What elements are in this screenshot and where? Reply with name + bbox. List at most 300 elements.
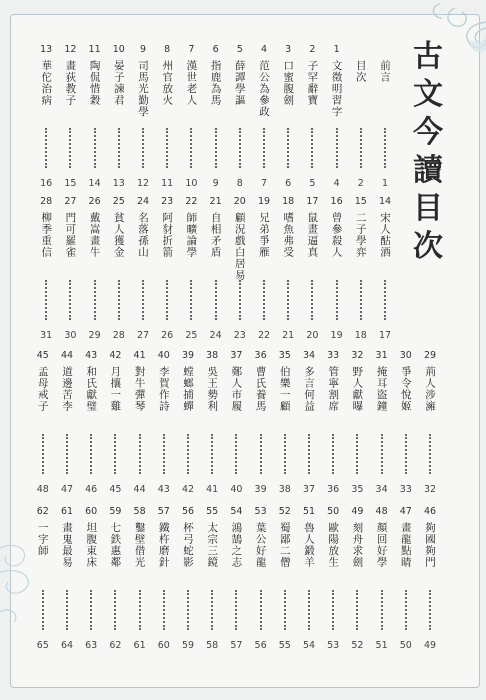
entry-title: 荊人涉澭	[424, 366, 436, 412]
page-number: 14	[88, 178, 101, 189]
entry-title: 名落孫山	[137, 212, 149, 258]
toc-entry[interactable]	[300, 194, 326, 344]
dot-leader	[360, 280, 362, 320]
entry-number: 31	[375, 350, 388, 361]
page-number: 41	[206, 484, 219, 495]
entry-number: 20	[233, 196, 246, 207]
page-number: 12	[136, 178, 150, 189]
page-number: 39	[254, 484, 267, 495]
toc-entry[interactable]	[370, 504, 396, 654]
dot-leader	[190, 128, 192, 168]
page-number: 53	[327, 640, 340, 651]
entry-number: 9	[139, 44, 147, 55]
entry-title: 鐵杵磨針	[157, 522, 170, 568]
dot-leader	[287, 280, 289, 320]
dot-leader	[66, 590, 68, 630]
page-number: 64	[60, 640, 74, 651]
page-number: 62	[109, 640, 122, 651]
entry-title: 陶侃惜穀	[88, 60, 101, 106]
title-char: 古	[413, 39, 443, 74]
page-number: 40	[230, 484, 243, 495]
page-number: 47	[60, 484, 74, 495]
entry-title: 鴻鵠之志	[230, 522, 243, 568]
toc-entry[interactable]	[300, 42, 326, 192]
entry-number: 32	[351, 350, 364, 361]
entry-title: 戴嵩畫牛	[88, 212, 101, 258]
dot-leader	[139, 434, 141, 474]
entry-title: 鼠畫逼真	[306, 212, 319, 258]
entry-title: 多言何益	[303, 366, 315, 412]
dot-leader	[405, 434, 407, 474]
toc-entry[interactable]	[224, 504, 250, 654]
toc-entry[interactable]	[418, 348, 444, 498]
entry-number: 17	[306, 196, 319, 207]
page-number: 11	[161, 178, 174, 189]
title-char: 讀	[413, 153, 443, 188]
page-number: 36	[327, 484, 340, 495]
entry-number: 41	[133, 350, 146, 361]
toc-entry[interactable]	[155, 42, 181, 192]
page-number: 45	[109, 484, 122, 495]
toc-entry[interactable]	[276, 194, 302, 344]
page-number: 13	[112, 178, 125, 189]
entry-title: 夠國夠門	[424, 522, 436, 568]
page-title	[408, 38, 448, 266]
entry-number: 21	[209, 196, 222, 207]
dot-leader	[356, 434, 358, 474]
entry-number: 18	[282, 196, 295, 207]
entry-number: 34	[302, 350, 316, 361]
page-number: 19	[330, 330, 343, 341]
page-number: 25	[185, 330, 198, 341]
entry-title: 蜀鄙二僧	[278, 522, 291, 568]
entry-title: 阿豺折箭	[161, 212, 174, 258]
toc-entry[interactable]	[200, 348, 226, 498]
entry-title: 口蜜腹劍	[282, 60, 295, 106]
entry-title: 太宗三鏡	[206, 522, 219, 568]
dot-leader	[260, 590, 262, 630]
toc-entry[interactable]	[176, 348, 202, 498]
page-number: 10	[185, 178, 198, 189]
page-number: 9	[212, 178, 219, 189]
dot-leader	[142, 128, 144, 168]
entry-title: 司馬光勤學	[137, 60, 149, 118]
dot-leader	[384, 280, 386, 320]
page-number: 63	[85, 640, 98, 651]
entry-number: 30	[399, 350, 412, 361]
entry-number: 46	[423, 506, 437, 517]
dot-leader	[311, 280, 313, 320]
page-number: 23	[233, 330, 246, 341]
dot-leader	[235, 434, 237, 474]
entry-title: 顧況戲白居易	[233, 212, 246, 281]
page-number: 26	[161, 330, 174, 341]
toc-entry[interactable]	[31, 348, 57, 498]
page-number: 52	[351, 640, 364, 651]
entry-title: 掩耳盜鐘	[375, 366, 388, 412]
dot-leader	[284, 434, 286, 474]
page-number: 29	[88, 330, 101, 341]
entry-number: 35	[278, 350, 291, 361]
entry-title: 指鹿為馬	[209, 60, 222, 106]
toc-entry[interactable]	[83, 194, 109, 344]
dot-leader	[356, 590, 358, 630]
entry-title: 杯弓蛇影	[182, 522, 194, 568]
toc-entry[interactable]	[370, 348, 396, 498]
dot-leader	[287, 128, 289, 168]
entry-title: 華佗治病	[40, 60, 53, 106]
page-number: 24	[209, 330, 222, 341]
toc-entry[interactable]	[103, 504, 129, 654]
entry-title: 坦腹東床	[85, 522, 98, 568]
title-char: 目	[413, 191, 443, 226]
entry-title: 畫龍點睛	[399, 522, 412, 568]
dot-leader	[429, 590, 431, 630]
title-char: 文	[413, 77, 443, 112]
entry-title: 二子學弈	[354, 212, 367, 258]
toc-entry[interactable]	[152, 504, 178, 654]
toc-entry[interactable]	[249, 504, 275, 654]
dot-leader	[215, 128, 217, 168]
dot-leader	[332, 434, 334, 474]
toc-entry[interactable]	[273, 504, 299, 654]
toc-entry[interactable]	[373, 42, 399, 192]
dot-leader	[166, 128, 168, 168]
entry-number: 27	[64, 196, 77, 207]
dot-leader	[239, 280, 241, 320]
toc-entry[interactable]	[252, 42, 278, 192]
toc-entry[interactable]	[249, 348, 275, 498]
entry-title: 李賀作詩	[157, 366, 170, 412]
toc-entry[interactable]	[321, 504, 347, 654]
entry-title: 鄭人市履	[230, 366, 243, 412]
entry-title: 范公為參政	[258, 60, 270, 118]
entry-number: 62	[36, 506, 49, 517]
toc-entry[interactable]	[79, 504, 105, 654]
toc-entry[interactable]	[179, 42, 205, 192]
entry-number: 52	[278, 506, 291, 517]
dot-leader	[215, 280, 217, 320]
entry-number: 59	[109, 506, 122, 517]
toc-entry[interactable]	[103, 348, 129, 498]
dot-leader	[69, 128, 71, 168]
entry-number: 45	[36, 350, 49, 361]
page-number: 42	[181, 484, 195, 495]
entry-title: 魯人鍛羊	[303, 522, 315, 568]
dot-leader	[190, 280, 192, 320]
entry-title: 一字師	[36, 522, 49, 557]
dot-leader	[263, 280, 265, 320]
toc-entry[interactable]	[228, 194, 254, 344]
dot-leader	[311, 128, 313, 168]
dot-leader	[69, 280, 71, 320]
dot-leader	[166, 280, 168, 320]
dot-leader	[42, 590, 44, 630]
page-number: 28	[112, 330, 125, 341]
page-number: 58	[206, 640, 219, 651]
entry-title: 歐陽放生	[327, 522, 340, 568]
page-number: 55	[278, 640, 291, 651]
page-number: 15	[64, 178, 77, 189]
dot-leader	[336, 280, 338, 320]
dot-leader	[263, 128, 265, 168]
toc-entry[interactable]	[83, 42, 109, 192]
dot-leader	[187, 434, 189, 474]
entry-number: 42	[109, 350, 122, 361]
toc-entry[interactable]	[152, 348, 178, 498]
dot-leader	[114, 590, 116, 630]
page-number: 16	[40, 178, 53, 189]
entry-title: 葉公好龍	[254, 522, 267, 568]
toc-entry[interactable]	[349, 42, 375, 192]
dot-leader	[139, 590, 141, 630]
toc-entry[interactable]	[179, 194, 205, 344]
entry-title: 兄弟爭雁	[258, 212, 270, 258]
entry-title: 晏子諫君	[112, 60, 125, 106]
toc-entry[interactable]	[349, 194, 375, 344]
toc-entry[interactable]	[107, 194, 133, 344]
entry-number: 53	[254, 506, 267, 517]
page-number: 50	[399, 640, 412, 651]
entry-number: 61	[60, 506, 74, 517]
page-number: 7	[260, 178, 268, 189]
entry-title: 門可羅雀	[64, 212, 77, 258]
dot-leader	[308, 434, 310, 474]
entry-number: 12	[64, 44, 77, 55]
toc-entry[interactable]	[155, 194, 181, 344]
entry-title: 畫荻教子	[64, 60, 77, 106]
toc-entry[interactable]	[176, 504, 202, 654]
entry-number: 4	[260, 44, 268, 55]
entry-number: 58	[133, 506, 146, 517]
page-number: 31	[40, 330, 53, 341]
page-number: 8	[236, 178, 243, 189]
dot-leader	[381, 590, 383, 630]
page-number: 46	[85, 484, 98, 495]
toc-entry[interactable]	[55, 504, 81, 654]
entry-title: 孟母戒子	[36, 366, 49, 412]
dot-leader	[260, 434, 262, 474]
toc-entry[interactable]	[128, 504, 154, 654]
dot-leader	[163, 590, 165, 630]
entry-title: 畫鬼最易	[61, 522, 73, 568]
entry-number: 56	[181, 506, 195, 517]
page-number: 6	[285, 178, 292, 189]
toc-entry[interactable]	[228, 42, 254, 192]
entry-number: 22	[185, 196, 198, 207]
dot-leader	[45, 128, 47, 168]
entry-number: 47	[399, 506, 412, 517]
toc-entry[interactable]	[58, 194, 84, 344]
toc-entry[interactable]	[252, 194, 278, 344]
page-number: 51	[375, 640, 388, 651]
entry-number: 5	[236, 44, 243, 55]
toc-entry[interactable]	[373, 194, 399, 344]
dot-leader	[94, 128, 96, 168]
page-number: 37	[302, 484, 316, 495]
entry-number: 14	[378, 196, 392, 207]
page-number: 27	[136, 330, 150, 341]
toc-entry[interactable]	[345, 348, 371, 498]
page-number: 48	[36, 484, 49, 495]
entry-title: 刻舟求劍	[351, 522, 364, 568]
entry-title: 宋人酤酒	[379, 212, 391, 258]
entry-number: 15	[354, 196, 367, 207]
entry-title: 螳螂捕蟬	[182, 366, 194, 412]
entry-title: 薛譚學謳	[233, 60, 246, 106]
dot-leader	[235, 590, 237, 630]
entry-number: 44	[60, 350, 74, 361]
entry-number: 50	[327, 506, 340, 517]
entry-number: 8	[164, 44, 171, 55]
entry-number: 28	[40, 196, 53, 207]
entry-number: 37	[230, 350, 243, 361]
toc-entry[interactable]	[297, 504, 323, 654]
entry-number: 60	[85, 506, 98, 517]
dot-leader	[42, 434, 44, 474]
toc-entry[interactable]	[204, 42, 230, 192]
page-number: 2	[357, 178, 364, 189]
entry-title: 目次	[354, 60, 367, 83]
page-number: 4	[333, 178, 340, 189]
dot-leader	[90, 590, 92, 630]
entry-number: 39	[181, 350, 195, 361]
entry-title: 州官放火	[161, 60, 174, 106]
dot-leader	[405, 590, 407, 630]
page-number: 57	[230, 640, 243, 651]
page-number: 38	[278, 484, 291, 495]
entry-number: 49	[351, 506, 364, 517]
toc-entry[interactable]	[321, 348, 347, 498]
page-number: 33	[399, 484, 412, 495]
dot-leader	[336, 128, 338, 168]
dot-leader	[90, 434, 92, 474]
toc-entry[interactable]	[394, 348, 420, 498]
toc-entry[interactable]	[204, 194, 230, 344]
toc-entry[interactable]	[297, 348, 323, 498]
toc-entry[interactable]	[55, 348, 81, 498]
toc-entry[interactable]	[107, 42, 133, 192]
toc-entry[interactable]	[34, 42, 60, 192]
entry-number: 7	[188, 44, 195, 55]
entry-title: 子罕辭寶	[306, 60, 319, 106]
entry-title: 前言	[379, 60, 391, 83]
dot-leader	[308, 590, 310, 630]
page-number: 5	[309, 178, 316, 189]
entry-title: 曹氏養馬	[254, 366, 267, 412]
entry-title: 漢世老人	[185, 60, 198, 106]
entry-title: 七鉄惠鄰	[109, 522, 122, 568]
entry-number: 40	[157, 350, 170, 361]
entry-number: 24	[136, 196, 150, 207]
page-number: 56	[254, 640, 267, 651]
entry-number: 55	[206, 506, 219, 517]
dot-leader	[142, 280, 144, 320]
dot-leader	[332, 590, 334, 630]
toc-entry[interactable]	[131, 194, 157, 344]
title-char: 今	[413, 115, 443, 150]
toc-entry[interactable]	[58, 42, 84, 192]
dot-leader	[94, 280, 96, 320]
entry-title: 伯樂一顧	[278, 366, 291, 412]
entry-number: 16	[330, 196, 343, 207]
page-number: 20	[306, 330, 319, 341]
dot-leader	[163, 434, 165, 474]
page-number: 49	[423, 640, 437, 651]
dot-leader	[239, 128, 241, 168]
entry-title: 爭令悅姬	[399, 366, 412, 412]
entry-title: 鑿壁借光	[133, 522, 146, 568]
page-number: 21	[282, 330, 295, 341]
dot-leader	[211, 434, 213, 474]
entry-number: 36	[254, 350, 267, 361]
toc-entry[interactable]	[128, 348, 154, 498]
entry-title: 對牛彈琴	[133, 366, 146, 412]
entry-number: 19	[257, 196, 271, 207]
entry-title: 曾參殺人	[330, 212, 343, 258]
page-number: 17	[378, 330, 392, 341]
toc-entry[interactable]	[276, 42, 302, 192]
toc-entry[interactable]	[79, 348, 105, 498]
entry-title: 文徵明習字	[330, 60, 343, 118]
entry-number: 48	[375, 506, 388, 517]
entry-title: 管寧割席	[327, 366, 340, 412]
entry-number: 6	[212, 44, 219, 55]
page-number: 65	[36, 640, 49, 651]
dot-leader	[284, 590, 286, 630]
toc-entry[interactable]	[34, 194, 60, 344]
toc-entry[interactable]	[345, 504, 371, 654]
entry-number: 54	[230, 506, 243, 517]
title-char: 次	[413, 229, 443, 264]
entry-title: 顏回好學	[375, 522, 388, 568]
page-number: 54	[302, 640, 316, 651]
entry-number: 38	[206, 350, 219, 361]
dot-leader	[118, 280, 120, 320]
toc-entry[interactable]	[131, 42, 157, 192]
dot-leader	[384, 128, 386, 168]
entry-title: 道邊苦李	[61, 366, 73, 412]
toc-entry[interactable]	[325, 194, 351, 344]
toc-entry[interactable]	[31, 504, 57, 654]
toc-entry[interactable]	[394, 504, 420, 654]
entry-number: 1	[333, 44, 340, 55]
dot-leader	[360, 128, 362, 168]
entry-number: 23	[161, 196, 174, 207]
dot-leader	[66, 434, 68, 474]
entry-number: 10	[112, 44, 125, 55]
page-number: 35	[351, 484, 364, 495]
entry-title: 柳季重信	[40, 212, 53, 258]
page-number: 22	[257, 330, 271, 341]
toc-entry[interactable]	[273, 348, 299, 498]
entry-title: 月攘一雞	[109, 366, 122, 412]
entry-title: 吳王勢利	[206, 366, 219, 412]
toc-entry[interactable]	[325, 42, 351, 192]
page-number: 30	[64, 330, 77, 341]
entry-number: 33	[327, 350, 340, 361]
dot-leader	[114, 434, 116, 474]
page-number: 44	[133, 484, 146, 495]
toc-entry[interactable]	[224, 348, 250, 498]
entry-number: 3	[285, 44, 292, 55]
entry-title: 貧人獲金	[112, 212, 125, 258]
toc-entry[interactable]	[418, 504, 444, 654]
entry-title: 和氏獻璧	[85, 366, 98, 412]
entry-number: 43	[85, 350, 98, 361]
entry-number: 26	[88, 196, 101, 207]
toc-entry[interactable]	[200, 504, 226, 654]
